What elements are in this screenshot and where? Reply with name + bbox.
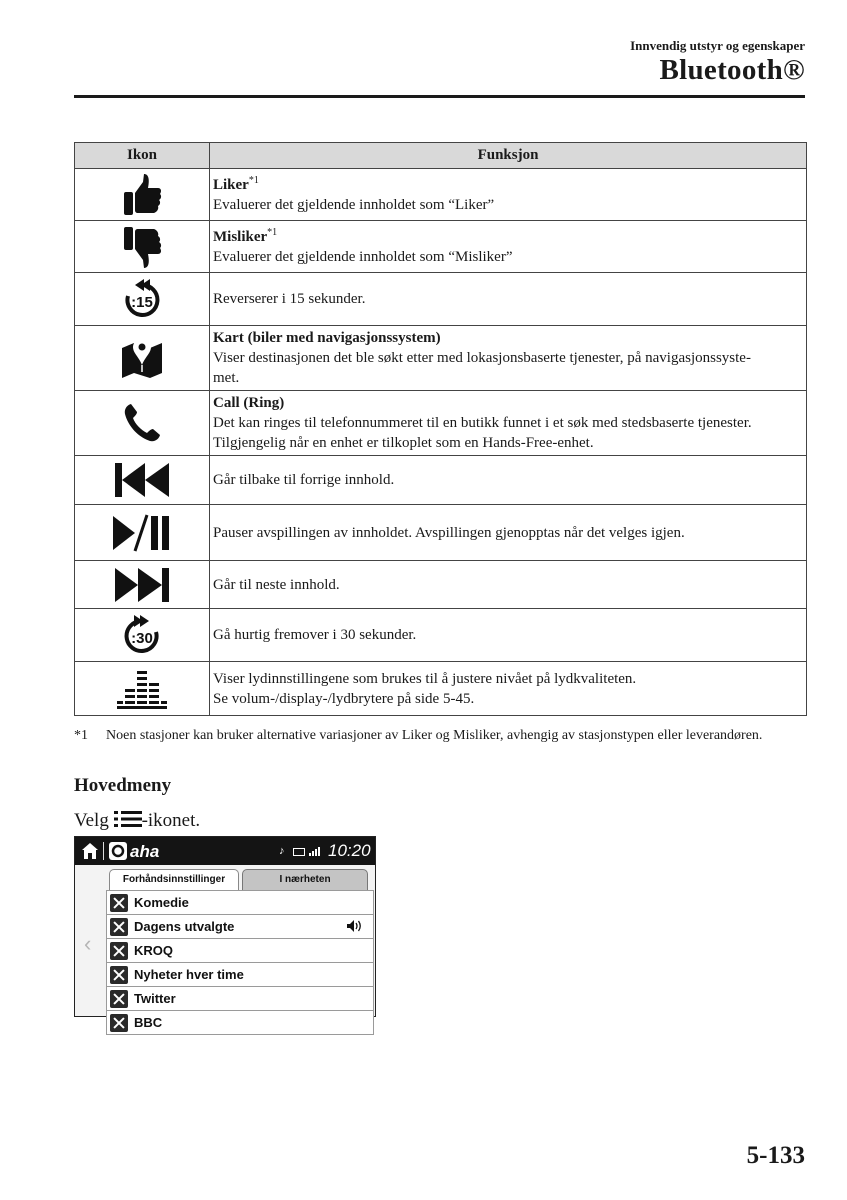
row-text: Pauser avspillingen av innholdet. Avspillingen gjenopptas når det velges igjen. <box>213 524 685 541</box>
footnote-mark: *1 <box>74 728 88 743</box>
section-heading: Hovedmeny <box>74 775 172 796</box>
signal-icon <box>309 846 323 856</box>
station-name: Nyheter hver time <box>134 967 244 982</box>
row-text: Evaluerer det gjeldende innholdet som “Liker” <box>213 196 495 213</box>
tab-presets[interactable]: Forhåndsinnstillinger <box>109 869 239 890</box>
station-icon <box>110 918 128 936</box>
table-row <box>75 169 807 221</box>
station-name: BBC <box>134 1015 163 1030</box>
row-title: Misliker <box>213 228 268 245</box>
aha-screen <box>74 836 376 1030</box>
station-list <box>106 890 374 1035</box>
svg-text::30: :30 <box>131 630 153 647</box>
thumbs-down-icon <box>122 225 162 269</box>
chevron-left-icon[interactable]: ‹ <box>84 931 92 956</box>
row-text: met. <box>213 370 240 386</box>
row-text: Tilgjengelig når en enhet er tilkoplet som en Hands-Free-enhet. <box>213 435 594 451</box>
list-item[interactable] <box>106 963 374 987</box>
aha-app-icon <box>109 841 127 861</box>
play-pause-icon <box>111 513 173 553</box>
table-row <box>75 273 807 326</box>
list-item[interactable] <box>106 939 374 963</box>
clock-time: 10:20 <box>328 841 371 860</box>
row-text: Går til neste innhold. <box>213 576 340 593</box>
equalizer-icon <box>117 669 167 709</box>
map-pin-icon <box>118 336 166 380</box>
list-item[interactable] <box>106 1011 374 1035</box>
row-title: Kart (biler med navigasjonssystem) <box>213 330 441 346</box>
thumbs-up-icon <box>122 173 162 217</box>
list-item[interactable] <box>106 915 374 939</box>
divider <box>103 842 104 860</box>
station-icon <box>110 990 128 1008</box>
row-title: Liker <box>213 176 249 193</box>
table-row <box>75 456 807 505</box>
row-text: Viser lydinnstillingene som brukes til å justere nivået på lydkvaliteten. <box>213 670 637 687</box>
instruction-text-before: Velg <box>74 810 114 831</box>
row-text: Det kan ringes til telefonnummeret til en butikk funnet i et søk med stedsbaserte tjenester. <box>213 415 752 431</box>
table-row <box>75 326 807 391</box>
icon-column-header: Ikon <box>75 143 210 169</box>
footnote <box>74 726 774 745</box>
function-column-header: Funksjon <box>210 143 807 169</box>
speaker-icon <box>347 920 363 932</box>
table-row <box>75 391 807 456</box>
music-note-icon: ♪ <box>279 845 285 857</box>
tab-nearby[interactable]: I nærheten <box>242 869 368 891</box>
forward-30-icon <box>121 614 163 656</box>
screen-status-bar <box>75 837 375 865</box>
row-title: Call (Ring) <box>213 395 285 411</box>
app-name: aha <box>130 842 160 861</box>
footnote-text: Noen stasjoner kan bruker alternative variasjoner av Liker og Misliker, avhengig av stasjonstypen eller leverandøren. <box>106 728 763 743</box>
row-text: Reverserer i 15 sekunder. <box>213 291 366 307</box>
station-name: Twitter <box>134 991 176 1006</box>
battery-icon <box>293 848 305 856</box>
table-row <box>75 505 807 561</box>
page-title: Bluetooth® <box>659 54 805 86</box>
station-icon <box>110 894 128 912</box>
footnote-mark: *1 <box>267 226 278 238</box>
skip-back-icon <box>114 462 170 498</box>
station-icon <box>110 966 128 984</box>
table-row <box>75 221 807 273</box>
row-text: Evaluerer det gjeldende innholdet som “Misliker” <box>213 248 513 265</box>
row-text: Viser destinasjonen det ble søkt etter med lokasjonsbaserte tjenester, på navigasjonssyste- <box>213 350 751 366</box>
row-text: Går tilbake til forrige innhold. <box>213 472 395 488</box>
phone-icon <box>122 402 162 444</box>
station-name: Dagens utvalgte <box>134 919 235 934</box>
table-row <box>75 662 807 716</box>
table-row <box>75 609 807 662</box>
row-text: Se volum-/display-/lydbrytere på side 5-45. <box>213 690 475 707</box>
function-table <box>74 142 807 716</box>
section-header: Innvendig utstyr og egenskaper <box>630 38 805 53</box>
page-number: 5-133 <box>746 1142 805 1169</box>
station-icon <box>110 1014 128 1032</box>
skip-forward-icon <box>114 567 170 603</box>
instruction-line <box>74 810 200 832</box>
instruction-text-after: -ikonet. <box>141 810 201 831</box>
footnote-mark: *1 <box>248 174 259 186</box>
svg-text::15: :15 <box>131 294 153 311</box>
header-rule <box>74 95 805 98</box>
home-icon[interactable] <box>81 842 99 860</box>
table-header-row <box>75 143 807 169</box>
list-item[interactable] <box>106 890 374 915</box>
rewind-15-icon <box>121 278 163 320</box>
station-name: KROQ <box>134 943 173 958</box>
row-text: Gå hurtig fremover i 30 sekunder. <box>213 627 417 643</box>
list-item[interactable] <box>106 987 374 1011</box>
table-row <box>75 561 807 609</box>
station-name: Komedie <box>134 895 189 910</box>
station-icon <box>110 942 128 960</box>
list-menu-icon <box>114 810 142 828</box>
